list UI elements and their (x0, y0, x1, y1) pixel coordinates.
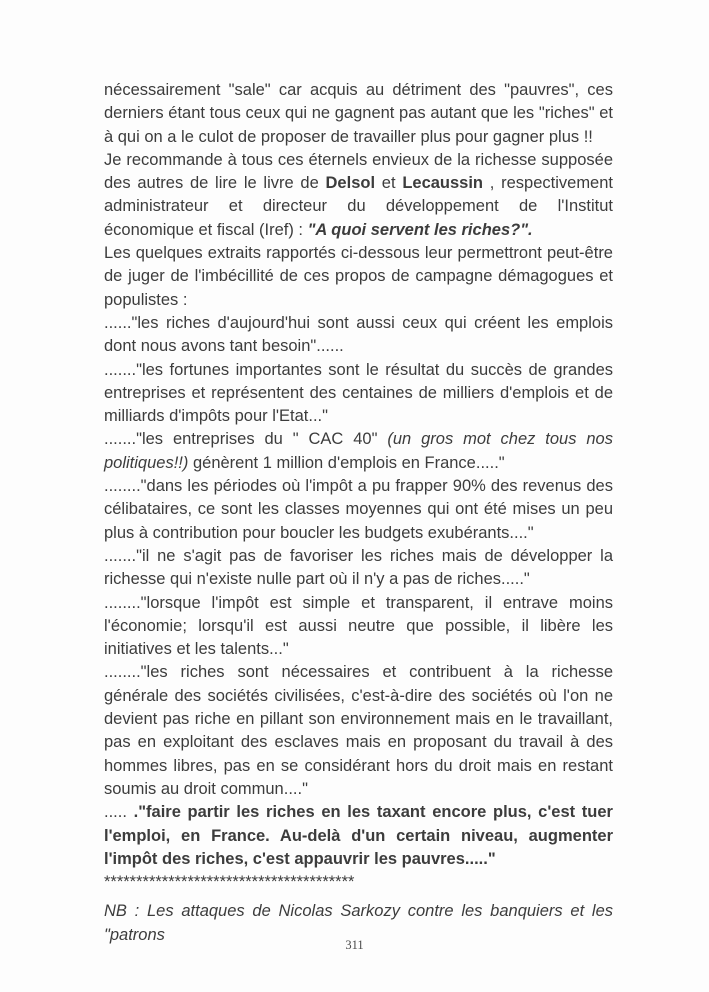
text-run: ......."il ne s'agit pas de favoriser les riches mais de développer la richesse qui n'existe nulle part où il n'y a pas de riches....." (104, 546, 613, 589)
text-run: ........"les riches sont nécessaires et contribuent à la richesse générale des sociétés civilisées, c'est-à-dire des sociétés où l'on ne devient pas riche en pillant son environnement mais en le travaillant, pas en exploitant des esclaves mais en proposant du travail à des hommes libres, pas en se considérant hors du droit mais en restant soumis au droit commun...." (104, 663, 613, 798)
text-run: "A quoi servent les riches?". (307, 220, 533, 239)
text-run: ......."les entreprises du " CAC 40" (104, 430, 388, 449)
text-run: NB : Les attaques de Nicolas Sarkozy contre les banquiers et les "patrons (104, 902, 613, 944)
text-run: Delsol (325, 174, 376, 193)
text-run: ......"les riches d'aujourd'hui sont aussi ceux qui créent les emplois dont nous avons tant besoin"...... (104, 313, 613, 356)
text-run: (un gros mot chez tous nos politiques!!) (104, 430, 613, 472)
text-run: génèrent 1 million d'emplois en France....." (188, 453, 505, 472)
paragraph (104, 428, 613, 475)
text-run: ."faire partir les riches en les taxant encore plus, c'est tuer l'emploi, en France. Au-delà d'un certain niveau, augmenter l'impôt des riches, c'est appauvrir les pauvres....." (104, 803, 613, 868)
paragraph (104, 545, 613, 592)
text-run: et (375, 174, 403, 193)
paragraph (104, 801, 613, 871)
paragraph (104, 242, 613, 312)
text-run: nécessairement "sale" car acquis au détriment des "pauvres", ces derniers étant tous ceux qui ne gagnent pas autant que les "riches" et à qui on a le culot de proposer de travailler plus pour gagner plus !! (104, 81, 613, 146)
paragraph (104, 359, 613, 429)
text-run: Les quelques extraits rapportés ci-dessous leur permettront peut-être de juger de l'imbécillité de ces propos de campagne démagogues et populistes : (104, 244, 613, 309)
paragraph (104, 661, 613, 801)
text-run: Lecaussin (402, 174, 484, 193)
paragraph (104, 79, 613, 149)
text-run: *************************************** (104, 873, 355, 892)
text-run: Je recommande à tous ces éternels envieux de la richesse supposée des autres de lire le livre de (104, 150, 613, 193)
text-run: ..... (104, 803, 134, 822)
paragraph (104, 312, 613, 359)
paragraph (104, 592, 613, 662)
page-number: 311 (345, 938, 364, 952)
text-run: ......."les fortunes importantes sont le résultat du succès de grandes entreprises et représentent des centaines de milliers d'emplois et de milliards d'impôts pour l'Etat..." (104, 360, 613, 426)
paragraph (104, 149, 613, 242)
paragraph (104, 871, 613, 894)
text-run: ........"dans les périodes où l'impôt a pu frapper 90% des revenus des célibataires, ce sont les classes moyennes qui ont été mises un peu plus à contribution pour boucler les budgets exubérants...." (104, 477, 613, 542)
paragraph (104, 475, 613, 545)
text-run: ........"lorsque l'impôt est simple et transparent, il entrave moins l'économie; lorsqu'il est aussi neutre que possible, il libère les initiatives et les talents..." (104, 593, 613, 659)
text-block (104, 79, 613, 947)
text-run: , respectivement administrateur et directeur du développement de l'Institut économique et fiscal (Iref) : (104, 174, 613, 239)
